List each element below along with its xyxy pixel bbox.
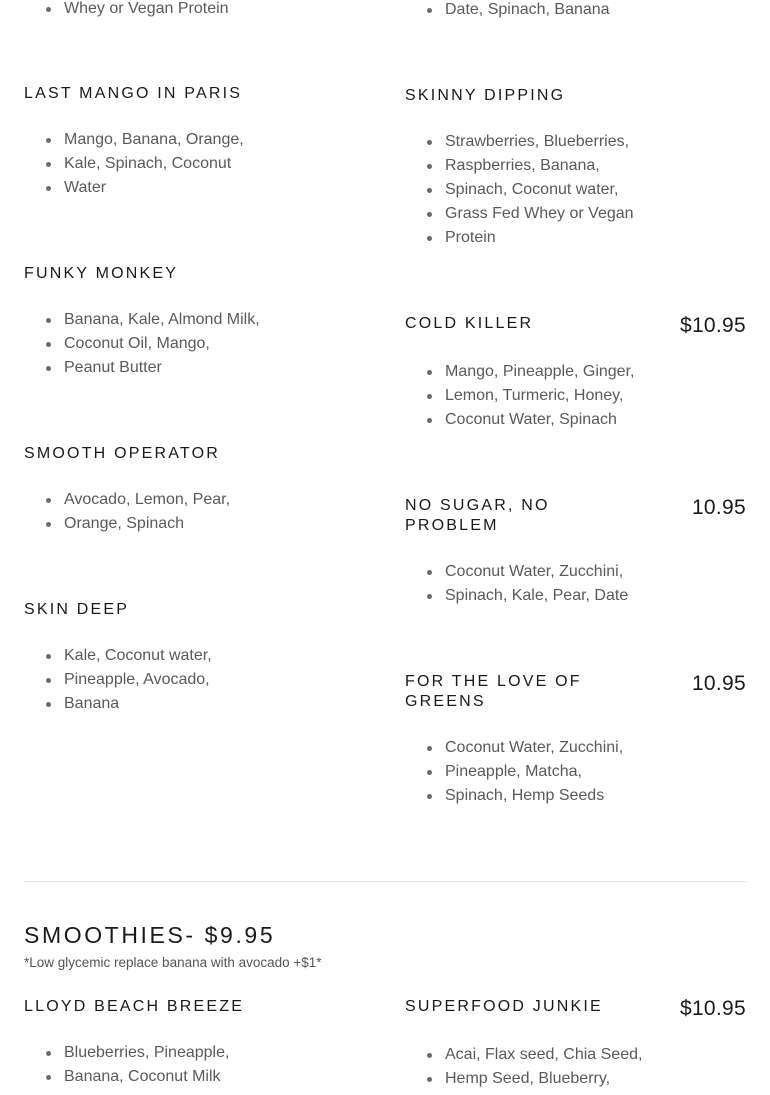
section-title: SMOOTHIES- $9.95 xyxy=(24,922,276,948)
ingredient-list xyxy=(405,0,610,22)
ingredient-line: Coconut Water, Zucchini, xyxy=(445,560,628,584)
ingredient-list xyxy=(24,644,212,716)
ingredient-list xyxy=(24,0,229,21)
ingredient-line: Whey or Vegan Protein xyxy=(64,0,229,21)
ingredient-list xyxy=(24,1041,229,1089)
ingredient-line: Banana xyxy=(64,692,212,716)
ingredient-line: Grass Fed Whey or Vegan xyxy=(445,202,634,226)
ingredient-line: Spinach, Kale, Pear, Date xyxy=(445,584,628,608)
ingredient-line: Acai, Flax seed, Chia Seed, xyxy=(445,1043,642,1067)
item-price: 10.95 xyxy=(691,496,746,519)
ingredient-list xyxy=(24,488,230,536)
ingredient-line: Coconut Oil, Mango, xyxy=(64,332,260,356)
item-name xyxy=(405,496,550,536)
item-name: LAST MANGO IN PARIS xyxy=(24,85,243,102)
item-name xyxy=(405,672,582,712)
ingredient-line: Peanut Butter xyxy=(64,356,260,380)
ingredient-line: Protein xyxy=(445,226,634,250)
ingredient-list xyxy=(405,130,634,250)
item-name-line: FOR THE LOVE OF xyxy=(405,673,582,690)
ingredient-list xyxy=(405,1043,642,1091)
ingredient-line: Pineapple, Avocado, xyxy=(64,668,212,692)
item-name-line: PROBLEM xyxy=(405,517,499,534)
ingredient-line: Avocado, Lemon, Pear, xyxy=(64,488,230,512)
item-name: SKIN DEEP xyxy=(24,601,130,618)
ingredient-list xyxy=(24,128,244,200)
ingredient-line: Date, Spinach, Banana xyxy=(445,0,610,22)
item-name-line: GREENS xyxy=(405,693,486,710)
section-divider xyxy=(24,881,746,882)
item-name: SUPERFOOD JUNKIE xyxy=(405,998,603,1015)
item-name: LLOYD BEACH BREEZE xyxy=(24,998,245,1015)
item-price: 10.95 xyxy=(691,672,746,695)
ingredient-list xyxy=(405,736,623,808)
ingredient-line: Water xyxy=(64,176,244,200)
item-name: COLD KILLER xyxy=(405,315,534,332)
ingredient-line: Kale, Spinach, Coconut xyxy=(64,152,244,176)
item-price: $10.95 xyxy=(679,314,746,337)
item-name: SMOOTH OPERATOR xyxy=(24,445,220,462)
ingredient-list xyxy=(24,308,260,380)
ingredient-line: Strawberries, Blueberries, xyxy=(445,130,634,154)
ingredient-line: Pineapple, Matcha, xyxy=(445,760,623,784)
ingredient-line: Orange, Spinach xyxy=(64,512,230,536)
ingredient-list xyxy=(405,360,634,432)
ingredient-line: Banana, Coconut Milk xyxy=(64,1065,229,1089)
ingredient-line: Blueberries, Pineapple, xyxy=(64,1041,229,1065)
ingredient-line: Raspberries, Banana, xyxy=(445,154,634,178)
item-name: FUNKY MONKEY xyxy=(24,265,179,282)
ingredient-line: Spinach, Hemp Seeds xyxy=(445,784,623,808)
ingredient-list xyxy=(405,560,628,608)
ingredient-line: Coconut Water, Zucchini, xyxy=(445,736,623,760)
ingredient-line: Kale, Coconut water, xyxy=(64,644,212,668)
ingredient-line: Lemon, Turmeric, Honey, xyxy=(445,384,634,408)
section-note: *Low glycemic replace banana with avocado +$1* xyxy=(24,955,322,970)
ingredient-line: Spinach, Coconut water, xyxy=(445,178,634,202)
item-name: SKINNY DIPPING xyxy=(405,87,566,104)
ingredient-line: Banana, Kale, Almond Milk, xyxy=(64,308,260,332)
ingredient-line: Mango, Pineapple, Ginger, xyxy=(445,360,634,384)
item-name-line: NO SUGAR, NO xyxy=(405,497,550,514)
ingredient-line: Mango, Banana, Orange, xyxy=(64,128,244,152)
item-price: $10.95 xyxy=(679,997,746,1020)
ingredient-line: Coconut Water, Spinach xyxy=(445,408,634,432)
ingredient-line: Hemp Seed, Blueberry, xyxy=(445,1067,642,1091)
